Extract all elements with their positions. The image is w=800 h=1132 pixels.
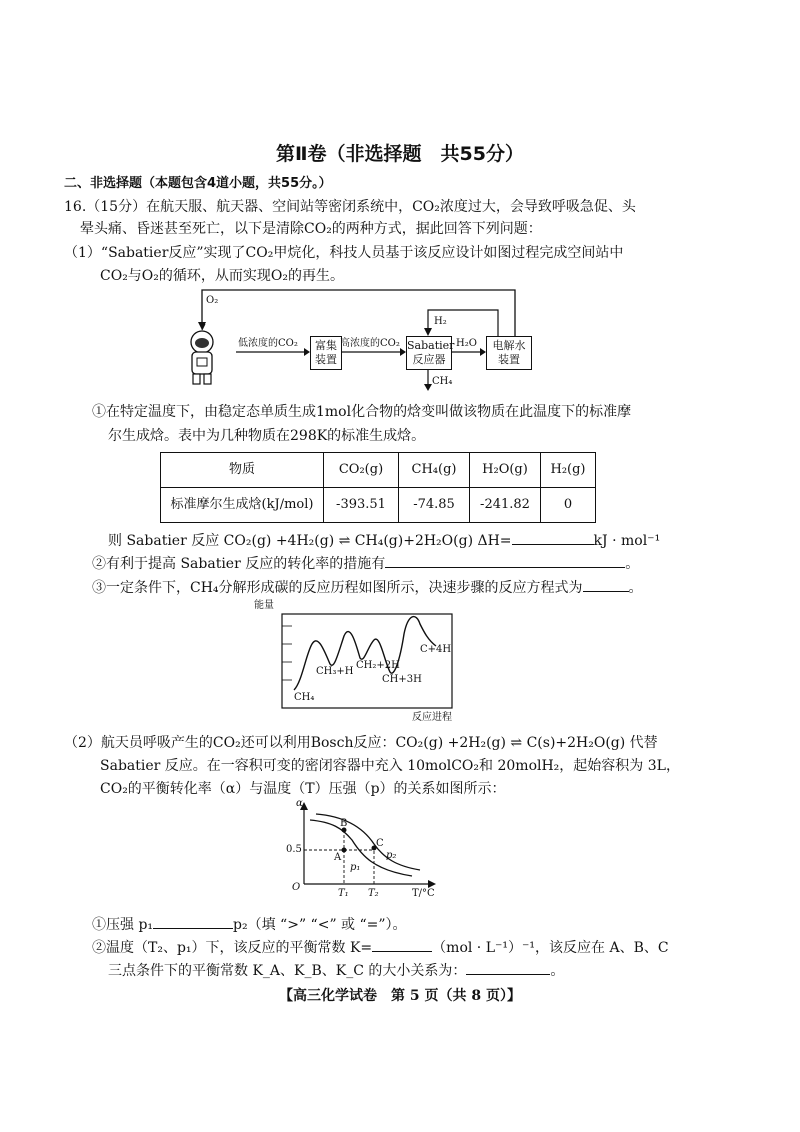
ch4-label: CH₄ <box>432 376 453 387</box>
table-cell: -241.82 <box>470 488 541 523</box>
curve-p2-label: p₂ <box>386 850 397 861</box>
electrolysis-box-line2: 装置 <box>498 352 520 366</box>
alpha-axis-label: α <box>296 798 303 809</box>
table-header-cell: CO₂(g) <box>324 453 399 488</box>
h2-label: H₂ <box>434 316 447 327</box>
point-a-label: A <box>334 852 342 863</box>
point-a <box>342 848 347 853</box>
high-co2-label: 高浓度的CO₂ <box>340 338 400 349</box>
conversion-rate-svg <box>282 800 442 900</box>
energy-axis-label: 能量 <box>254 600 274 611</box>
enrichment-device-box <box>310 336 342 370</box>
table-header-cell: 物质 <box>161 453 324 488</box>
table-row <box>161 488 596 523</box>
answer-blank-pressure[interactable] <box>153 914 233 929</box>
sub3-question-text: ③一定条件下，CH₄分解形成碳的反应历程如图所示，决速步骤的反应方程式为 <box>92 580 583 596</box>
pressure-question <box>92 914 782 936</box>
astronaut-icon <box>191 324 213 384</box>
q16-intro-line1: 16.（15分）在航天服、航天器、空间站等密闭系统中，CO₂浓度过大，会导致呼吸急促、头 <box>64 199 636 215</box>
q16-part1-line2: CO₂与O₂的循环，从而实现O₂的再生。 <box>100 268 344 284</box>
h2o-label: H₂O <box>456 338 477 349</box>
xtick-t2: T₂ <box>368 888 379 899</box>
origin-label: O <box>292 882 301 893</box>
low-co2-label: 低浓度的CO₂ <box>238 338 298 349</box>
answer-blank-k-compare[interactable] <box>466 960 550 975</box>
enthalpy-table <box>160 452 596 523</box>
table-cell: -74.85 <box>399 488 470 523</box>
table-cell: 标准摩尔生成焓(kJ/mol) <box>161 488 324 523</box>
sub1-question-text: 则 Sabatier 反应 CO₂(g) +4H₂(g) ⇌ CH₄(g)+2H₂O(g) ΔH= <box>108 533 512 549</box>
o2-label: O₂ <box>206 295 219 306</box>
table-header-cell: H₂(g) <box>541 453 596 488</box>
k-compare-text: 三点条件下的平衡常数 K_A、K_B、K_C 的大小关系为： <box>108 963 467 979</box>
k-question-line2 <box>108 960 798 982</box>
sub1-question <box>108 530 798 552</box>
q16-part1-line1: （1）“Sabatier反应”实现了CO₂甲烷化，科技人员基于该反应设计如图过程完成空间站中 <box>64 245 624 261</box>
curve-p2 <box>316 814 420 870</box>
electrolysis-device-box <box>486 336 532 370</box>
o2-return-line <box>202 290 515 336</box>
energy-label-ch-3h: CH+3H <box>382 674 422 685</box>
sub3-question <box>92 577 782 599</box>
energy-label-ch3h: CH₃+H <box>316 666 354 677</box>
enrich-box-line2: 装置 <box>315 352 337 366</box>
k-question-unit: （mol · L⁻¹）⁻¹，该反应在 A、B、C <box>432 940 669 956</box>
energy-label-ch4: CH₄ <box>294 692 315 703</box>
table-header-cell: CH₄(g) <box>399 453 470 488</box>
o2-arrowhead <box>198 322 206 330</box>
pressure-question-hint: p₂（填 “>” “<” 或 “=”）。 <box>233 917 407 933</box>
sub2-question <box>92 553 782 575</box>
curve-p1 <box>310 820 412 876</box>
q16-intro-line2: 晕头痛、昏迷甚至死亡，以下是清除CO₂的两种方式，据此回答下列问题： <box>80 221 542 237</box>
point-b-label: B <box>340 818 348 829</box>
sabatier-box-line1: Sabatier <box>407 339 455 352</box>
sub2-question-text: ②有利于提高 Sabatier 反应的转化率的措施有 <box>92 556 386 572</box>
conversion-rate-chart <box>282 800 442 900</box>
table-cell: -393.51 <box>324 488 399 523</box>
page-title: 第Ⅱ卷（非选择题 共55分） <box>276 143 524 165</box>
pressure-question-text: ①压强 p₁ <box>92 917 154 933</box>
page-footer: 【高三化学试卷 第 5 页（共 8 页）】 <box>279 988 521 1004</box>
answer-blank-k[interactable] <box>372 937 432 952</box>
part2-line2: Sabatier 反应。在一容积可变的密闭容器中充入 10molCO₂和 20molH₂，起始容积为 3L， <box>100 758 680 774</box>
answer-blank-measures[interactable] <box>385 553 625 568</box>
reaction-progress-label: 反应进程 <box>412 712 452 723</box>
sabatier-box-line2: 反应器 <box>412 352 446 366</box>
energy-label-c-4h: C+4H <box>420 644 452 655</box>
enrich-box-line1: 富集 <box>315 339 337 352</box>
part2-line1: （2）航天员呼吸产生的CO₂还可以利用Bosch反应：CO₂(g) +2H₂(g) ⇌ C(s)+2H₂O(g) 代替 <box>64 735 658 751</box>
energy-label-ch2-2h: CH₂+2H <box>356 660 400 671</box>
sub1-line2: 尔生成焓。表中为几种物质在298K的标准生成焓。 <box>108 428 426 444</box>
k-question-line1 <box>92 937 782 959</box>
section-heading: 二、非选择题（本题包含4道小题，共55分。） <box>64 176 332 191</box>
point-c-label: C <box>376 838 384 849</box>
table-row <box>161 453 596 488</box>
energy-profile-chart <box>254 600 500 726</box>
t-axis-label: T/°C <box>412 888 435 899</box>
answer-blank-rds[interactable] <box>583 577 629 592</box>
part2-line3: CO₂的平衡转化率（α）与温度（T）压强（p）的关系如图所示： <box>100 781 506 797</box>
answer-blank-dh[interactable] <box>512 530 594 545</box>
curve-p1-label: p₁ <box>350 862 361 873</box>
table-cell: 0 <box>541 488 596 523</box>
sub2-question-end: 。 <box>625 556 640 572</box>
ytick-05: 0.5 <box>286 844 302 855</box>
k-compare-end: 。 <box>550 963 565 979</box>
xtick-t1: T₁ <box>338 888 349 899</box>
table-header-cell: H₂O(g) <box>470 453 541 488</box>
sub3-question-end: 。 <box>628 580 643 596</box>
sub1-line1: ①在特定温度下，由稳定态单质生成1mol化合物的焓变叫做该物质在此温度下的标准摩 <box>92 404 632 420</box>
sabatier-reactor-box <box>406 336 455 370</box>
electrolysis-box-line1: 电解水 <box>492 339 526 352</box>
sub1-question-unit: kJ · mol⁻¹ <box>593 533 661 549</box>
k-question-text: ②温度（T₂、p₁）下，该反应的平衡常数 K= <box>92 940 373 956</box>
o2-cycle-diagram <box>180 286 560 396</box>
